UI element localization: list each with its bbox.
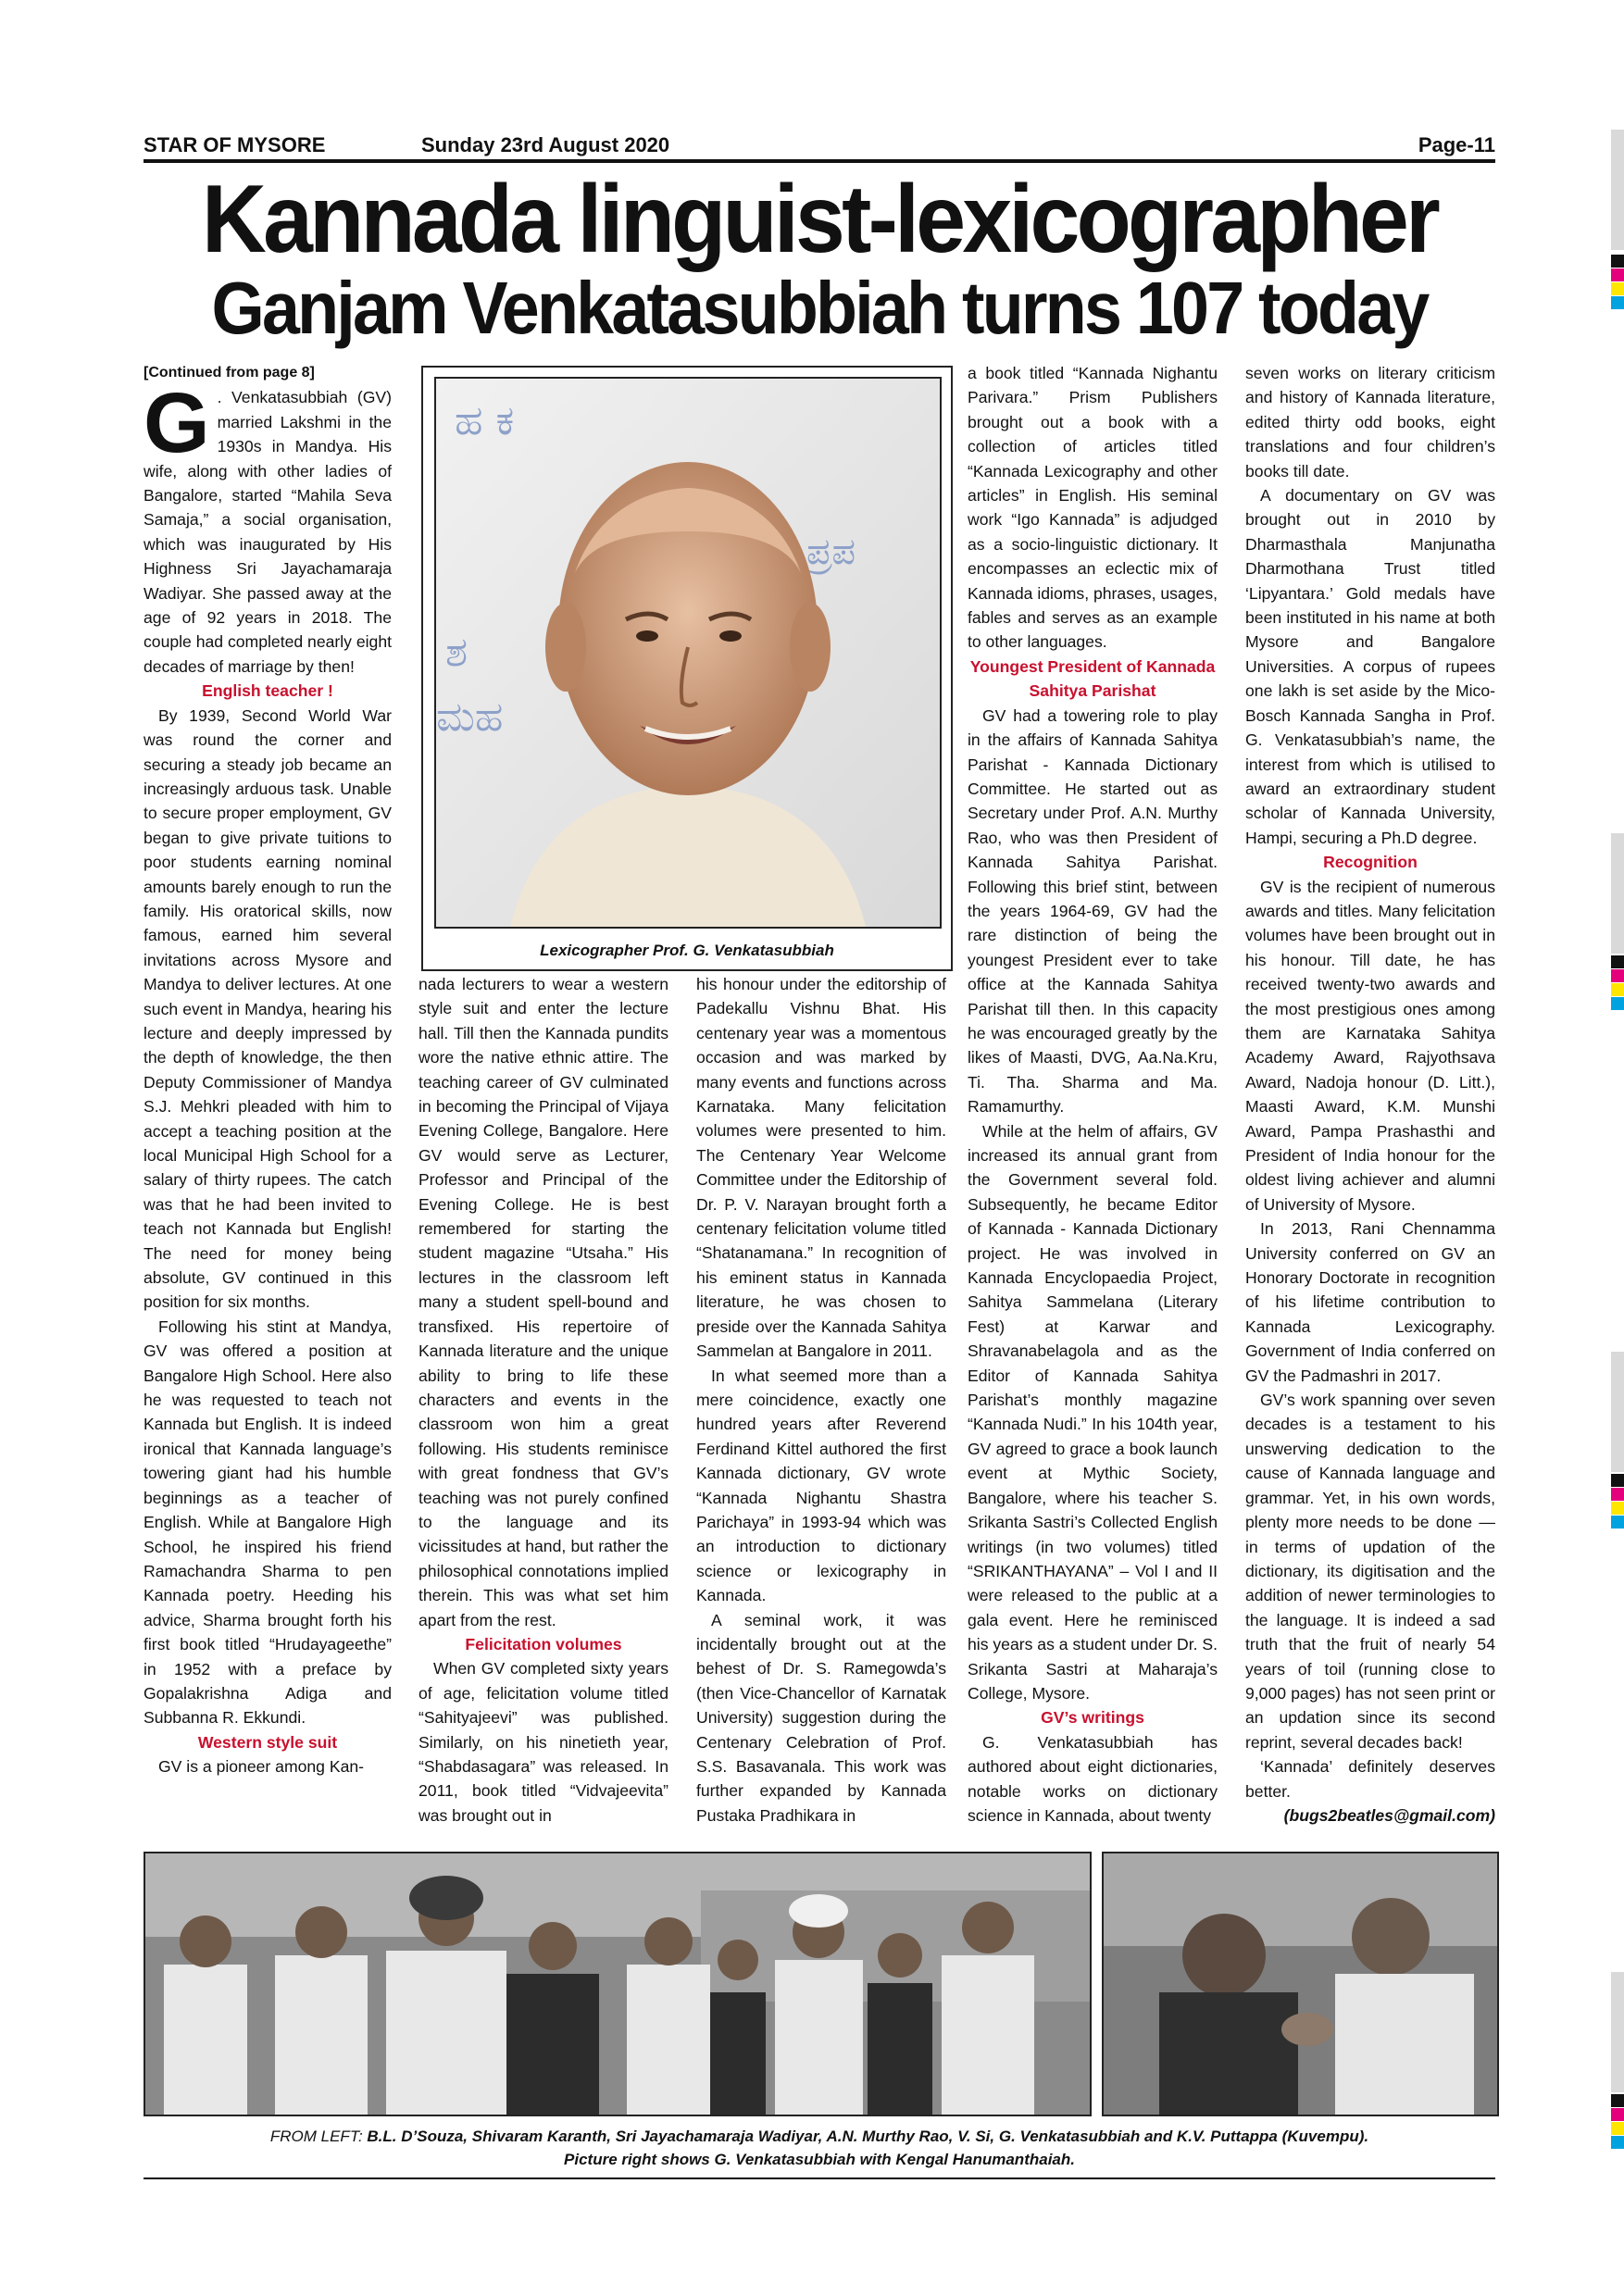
portrait-photo <box>434 377 942 929</box>
article-column-1 <box>144 361 392 1779</box>
bottom-rule <box>144 2177 1495 2179</box>
subhead-gv-writings: GV’s writings <box>1041 1708 1144 1728</box>
paragraph: GV had a towering role to play in the affairs of Kannada Sahitya Parishat - Kannada Dictionary Committee. He started out as Secretary under Prof. A.N. Murthy Rao, who was then President of Kannada Sahitya Parishat. Following this brief stint, between the years 1964-69, GV had the rare distinction of being the youngest President ever to take office at the Kannada Sahitya Parishat till then. In this capacity he was encouraged greatly by the likes of Maasti, DVG, Aa.Na.Kru, Ti. Tha. Sharma and Ma. Ramamurthy. <box>968 705 1218 1117</box>
paragraph: G. Venkatasubbiah has authored about eight dictionaries, notable works on dictionary science in Kannada, about twenty <box>968 1732 1218 1825</box>
paragraph: GV is a pioneer among Kan- <box>158 1757 365 1777</box>
register-magenta <box>1611 1488 1624 1501</box>
paragraph: In 2013, Rani Chennamma University conferred on GV an Honorary Doctorate in recognition of his lifetime contribution to Kannada Lexicography. Government of India conferred on GV the Padmashri in 2017. <box>1245 1219 1495 1385</box>
headline-line1: Kannada linguist-lexicographer <box>201 166 1438 273</box>
register-black <box>1611 1474 1624 1487</box>
caption-line-1 <box>144 2125 1495 2148</box>
portrait-illustration <box>436 379 940 927</box>
register-cyan <box>1611 1516 1624 1529</box>
subhead-felicitation-volumes: Felicitation volumes <box>465 1634 622 1653</box>
right-photo <box>1102 1852 1499 2116</box>
right-photo-illustration <box>1104 1853 1497 2115</box>
group-photo <box>144 1852 1092 2116</box>
register-black <box>1611 255 1624 268</box>
register-yellow <box>1611 282 1624 295</box>
paragraph: A seminal work, it was incidentally brought out at the behest of Dr. S. Ramegowda’s (then Vice-Chancellor of Karnatak University) suggestion during the Centenary Celebration of Prof. S.S. Basavanala. This work was further expanded by Kannada Pustaka Pradhikara in <box>696 1610 946 1825</box>
main-photo-caption: Lexicographer Prof. G. Venkatasubbiah <box>540 942 834 959</box>
paragraph: In what seemed more than a mere coincidence, exactly one hundred years after Reverend Ferdinand Kittel authored the first Kannada dictionary, GV wrote “Kannada Nighantu Shastra Parichaya” in 1993-94 which was an introduction to dictionary science or lexicography in Kannada. <box>696 1366 946 1605</box>
paragraph: seven works on literary criticism and history of Kannada literature, edited thirty odd books, eight translations and four children’s books till date. <box>1245 364 1495 480</box>
author-email: (bugs2beatles@gmail.com) <box>1283 1805 1495 1825</box>
register-yellow <box>1611 2122 1624 2135</box>
paper-name: STAR OF MYSORE <box>144 133 326 156</box>
masthead <box>144 131 1495 163</box>
register-cyan <box>1611 997 1624 1010</box>
paragraph: his honour under the editorship of Padekallu Vishnu Bhat. His centenary year was a momentous occasion and was marked by many events and functions across Karnataka. Many felicitation volumes were presented to him. The Centenary Year Welcome Committee under the Editorship of Dr. P. V. Narayan brought forth a centenary felicitation volume titled “Shatanamana.” In recognition of his eminent status in Kannada literature, he was chosen to preside over the Kannada Sahitya Sammelan at Bangalore in 2011. <box>696 975 946 1361</box>
register-cyan <box>1611 296 1624 309</box>
register-bar-grey <box>1611 833 1624 954</box>
paragraph: Following his stint at Mandya, GV was offered a position at Bangalore High School. Here also he was requested to teach not Kannada but English. It is indeed ironical that Kannada language’s towering giant had his humble beginnings as a teacher of English. While at Bangalore High School, he inspired his friend Ramachandra Sharma to pen Kannada poetry. Heeding his advice, Sharma brought forth his first book titled “Hrudayageethe” in 1952 with a preface by Gopalakrishna Adiga and Subbanna R. Ekkundi. <box>144 1316 392 1728</box>
register-cyan <box>1611 2136 1624 2149</box>
subhead-western-style-suit: Western style suit <box>197 1732 338 1752</box>
group-photo-illustration <box>145 1853 1090 2115</box>
caption-label: FROM LEFT: <box>269 2128 363 2145</box>
register-bar-grey <box>1611 1972 1624 2092</box>
article-column-2 <box>418 972 668 1828</box>
paragraph: nada lecturers to wear a western style suit and enter the lecture hall. Till then the Kannada pundits wore the native ethnic attire. The teaching career of GV culminated in becoming the Principal of Vijaya Evening College, Bangalore. Here GV would serve as Lecturer, Professor and Principal of the Evening College. He is best remembered for starting the student magazine “Utsaha.” His lectures in the classroom left many a student spell-bound and transfixed. His repertoire of Kannada literature and the unique ability to bring to life these characters and events in the classroom won him a great following. His students reminisce with great fondness that GV’s teaching was not purely confined to the language and its vicissitudes at hand, but rather the philosophical connotations implied therein. This was what set him apart from the rest. <box>418 975 668 1629</box>
register-bar-grey <box>1611 1352 1624 1472</box>
main-photo-frame <box>421 366 953 971</box>
subhead-english-teacher: English teacher ! <box>202 681 333 701</box>
paragraph: GV’s work spanning over seven decades is a testament to his unswerving dedication to the cause of Kannada language and grammar. Yet, in his own words, plenty more needs to be done — in terms of updation of the dictionary, its digitisation and the addition of newer terminologies to the language. It is indeed a sad truth that the fruit of nearly 54 years of toil (running close to 9,000 pages) has not seen print or an updation since its second reprint, several decades back! <box>1245 1391 1495 1752</box>
paragraph: By 1939, Second World War was round the corner and securing a steady job became an increasingly arduous task. Unable to secure proper employment, GV began to give private tuitions to poor students earning nominal amounts barely enough to run the family. His oratorical skills, now famous, earned him several invitations across Mysore and Mandya to deliver lectures. At one such event in Mandya, hearing his lecture and deeply impressed by the depth of knowledge, the then Deputy Commissioner of Mandya S.J. Mehkri pleaded with him to accept a teaching position at the local Municipal High School for a salary of thirty rupees. The catch was that he had been invited to teach not Kannada but English! The need for money being absolute, GV continued in this position for six months. <box>144 705 392 1312</box>
paragraph: a book titled “Kannada Nighantu Parivara.” Prism Publishers brought out a book with a collection of articles titled “Kannada Lexicography and other articles” in English. His seminal work “Igo Kannada” is adjudged as a socio-linguistic dictionary. It encompasses an eclectic mix of Kannada idioms, phrases, usages, fables and serves as an example to other languages. <box>968 364 1218 652</box>
subhead-youngest-president: Youngest President of Kannada Sahitya Parishat <box>969 656 1216 701</box>
register-magenta <box>1611 969 1624 982</box>
paragraph: GV is the recipient of numerous awards and titles. Many felicitation volumes have been brought out in his honour. Till date, he has received twenty-two awards and the most prestigious ones among them are Karnataka Sahitya Academy Award, Rajyothsava Award, Nadoja honour (D. Litt.), Maasti Award, K.M. Munshi Award, Pampa Prashasthi and President of India honour for the oldest living achiever and alumni of University of Mysore. <box>1245 877 1495 1214</box>
caption-line-2: Picture right shows G. Venkatasubbiah with Kengal Hanumanthaiah. <box>564 2151 1075 2168</box>
paragraph: When GV completed sixty years of age, felicitation volume titled “Sahityajeevi” was published. Similarly, on his ninetieth year, “Shabdasagara” was released. In 2011, book titled “Vidvajeevita” was brought out in <box>418 1659 668 1825</box>
headline-line2: Ganjam Venkatasubbiah turns 107 today <box>211 267 1428 349</box>
svg-text:ಮಹ: ಮಹ <box>436 693 504 741</box>
register-yellow <box>1611 983 1624 996</box>
drop-cap: G <box>144 376 210 471</box>
article-column-5 <box>1245 361 1495 1828</box>
paragraph: ‘Kannada’ definitely deserves better. <box>1245 1757 1495 1801</box>
register-yellow <box>1611 1502 1624 1515</box>
register-bar-grey <box>1611 130 1624 250</box>
register-magenta <box>1611 268 1624 281</box>
register-black <box>1611 2094 1624 2107</box>
paragraph <box>144 376 392 679</box>
continued-note: [Continued from page 8] <box>144 365 315 381</box>
register-magenta <box>1611 2108 1624 2121</box>
register-black <box>1611 955 1624 968</box>
bottom-photo-caption <box>144 2125 1495 2171</box>
article-column-4 <box>968 361 1218 1828</box>
caption-names: B.L. D’Souza, Shivaram Karanth, Sri Jayachamaraja Wadiyar, A.N. Murthy Rao, V. Si, G. Venkatasubbiah and K.V. Puttappa (Kuvempu). <box>367 2128 1369 2145</box>
svg-text:ಶ: ಶ <box>445 629 468 676</box>
paragraph: While at the helm of affairs, GV increased its annual grant from the Government several fold. Subsequently, he became Editor of Kannada - Kannada Dictionary project. He was involved in Kannada Encyclopaedia Project, Sahitya Sammelana (Literary Fest) at Karwar and Shravanabelagola and as the Editor of Kannada Sahitya Parishat’s monthly magazine “Kannada Nudi.” In his 104th year, GV agreed to grace a book launch event at Mythic Society, Bangalore, where his teacher S. Srikanta Sastri’s Collected English writings (in two volumes) titled “SRIKANTHAYANA” – Vol I and II were released to the public at a gala event. Here he reminisced his years as a student under Dr. S. Srikanta Sastri at Maharaja’s College, Mysore. <box>968 1121 1218 1703</box>
page-number: Page-11 <box>1418 133 1495 156</box>
svg-text:ಪ್ರಪ: ಪ್ರಪ <box>806 530 856 573</box>
paragraph-text: . Venkatasubbiah (GV) married Lakshmi in the 1930s in Mandya. His wife, along with other ladies of Bangalore, started “Mahila Seva Samaja,” a social organisation, which was inaugurated by His Highness Sri Jayachamaraja Wadiyar. She passed away at the age of 92 years in 2018. The couple had completed nearly eight decades of marriage by then! <box>144 388 392 676</box>
subhead-recognition: Recognition <box>1323 853 1418 872</box>
paragraph: A documentary on GV was brought out in 2010 by Dharmasthala Manjunatha Dharmothana Trust titled ‘Lipyantara.’ Gold medals have been instituted in his name at both Mysore and Bangalore Universities. A corpus of rupees one lakh is set aside by the Mico-Bosch Kannada Sangha in Prof. G. Venkatasubbiah’s name, the interest from which is utilised to award an extraordinary student scholar of Kannada University, Hampi, securing a Ph.D degree. <box>1245 486 1495 847</box>
svg-text:ಹ ಕ: ಹ ಕ <box>455 397 515 444</box>
article-column-3 <box>696 972 946 1828</box>
issue-date: Sunday 23rd August 2020 <box>421 133 670 156</box>
